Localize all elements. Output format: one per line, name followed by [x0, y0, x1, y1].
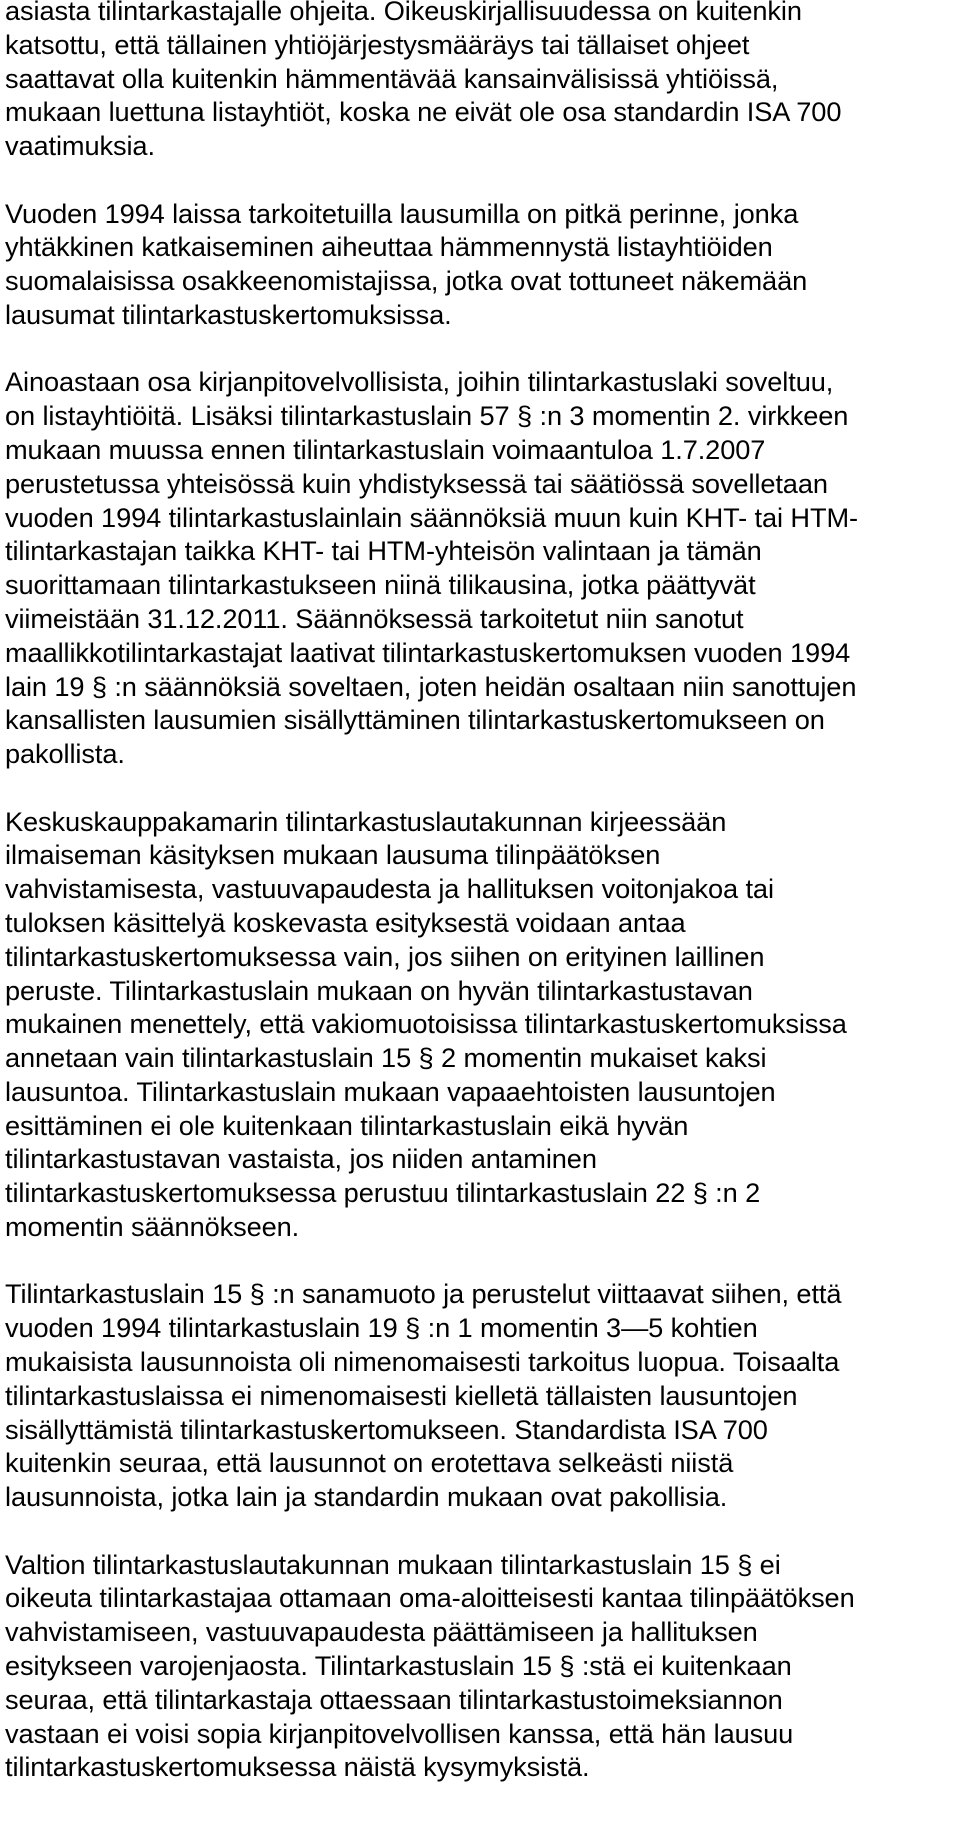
- paragraph-2: Vuoden 1994 laissa tarkoitetuilla lausumilla on pitkä perinne, jonka yhtäkkinen katkaiseminen aiheuttaa hämmennystä listayhtiöiden suomalaisissa osakkeenomistajissa, jotka ovat tottuneet näkemään lausumat tilintarkastuskertomuksissa.: [5, 197, 808, 330]
- paragraph-3: Ainoastaan osa kirjanpitovelvollisista, joihin tilintarkastuslaki soveltuu, on listayhtiöitä. Lisäksi tilintarkastuslain 57 § :n 3 momentin 2. virkkeen mukaan muussa ennen tilintarkastuslain voimaantuloa 1.7.2007 perustetussa yhteisössä kuin yhdistyksessä tai säätiössä sovelletaan vuoden 1994 tilintarkastuslainlain säännöksiä muun kuin KHT- tai HTM- tilintarkastajan taikka KHT- tai HTM-yhteisön valintaan ja tämän suorittamaan tilintarkastukseen niinä tilikausina, jotka päättyvät viimeistään 31.12.2011. Säännöksessä tarkoitetut niin sanotut maallikkotilintarkastajat laativat tilintarkastuskertomuksen vuoden 1994 lain 19 § :n säännöksiä soveltaen, joten heidän osaltaan niin sanottujen kansallisten lausumien sisällyttäminen tilintarkastuskertomukseen on pakollista.: [5, 366, 858, 770]
- paragraph-1: asiasta tilintarkastajalle ohjeita. Oikeuskirjallisuudessa on kuitenkin katsottu, että tällainen yhtiöjärjestysmääräys tai tällaiset ohjeet saattavat olla kuitenkin hämmentävää kansainvälisissä yhtiöissä, mukaan luettuna listayhtiöt, koska ne eivät ole osa standardin ISA 700 vaatimuksia.: [5, 0, 842, 162]
- paragraph-spacer: [5, 771, 955, 805]
- paragraph-6: Valtion tilintarkastuslautakunnan mukaan tilintarkastuslain 15 § ei oikeuta tilintarkastajaa ottamaan oma-aloitteisesti kantaa tilinpäätöksen vahvistamiseen, vastuuvapaudesta päättämiseen ja hallituksen esitykseen varojenjaosta. Tilintarkastuslain 15 § :stä ei kuitenkaan seuraa, että tilintarkastaja ottaessaan tilintarkastustoimeksiannon vastaan ei voisi sopia kirjanpitovelvollisen kanssa, että hän lausuu tilintarkastuskertomuksessa näistä kysymyksistä.: [5, 1548, 855, 1783]
- paragraph-spacer: [5, 332, 955, 366]
- document-page: [5, 0, 955, 1784]
- paragraph-spacer: [5, 163, 955, 197]
- paragraph-5: Tilintarkastuslain 15 § :n sanamuoto ja perustelut viittaavat siihen, että vuoden 1994 tilintarkastuslain 19 § :n 1 momentin 3—5 kohtien mukaisista lausunnoista oli nimenomaisesti tarkoitus luopua. Toisaalta tilintarkastuslaissa ei nimenomaisesti kielletä tällaisten lausuntojen sisällyttämistä tilintarkastuskertomukseen. Standardista ISA 700 kuitenkin seuraa, että lausunnot on erotettava selkeästi niistä lausunnoista, jotka lain ja standardin mukaan ovat pakollisia.: [5, 1278, 842, 1513]
- paragraph-spacer: [5, 1514, 955, 1548]
- paragraph-4: Keskuskauppakamarin tilintarkastuslautakunnan kirjeessään ilmaiseman käsityksen mukaan lausuma tilinpäätöksen vahvistamisesta, vastuuvapaudesta ja hallituksen voitonjakoa tai tuloksen käsittelyä koskevasta esityksestä voidaan antaa tilintarkastuskertomuksessa vain, jos siihen on erityinen laillinen peruste. Tilintarkastuslain mukaan on hyvän tilintarkastustavan mukainen menettely, että vakiomuotoisissa tilintarkastuskertomuksissa annetaan vain tilintarkastuslain 15 § 2 momentin mukaiset kaksi lausuntoa. Tilintarkastuslain mukaan vapaaehtoisten lausuntojen esittäminen ei ole kuitenkaan tilintarkastuslain eikä hyvän tilintarkastustavan vastaista, jos niiden antaminen tilintarkastuskertomuksessa perustuu tilintarkastuslain 22 § :n 2 momentin säännökseen.: [5, 805, 847, 1243]
- paragraph-spacer: [5, 1244, 955, 1278]
